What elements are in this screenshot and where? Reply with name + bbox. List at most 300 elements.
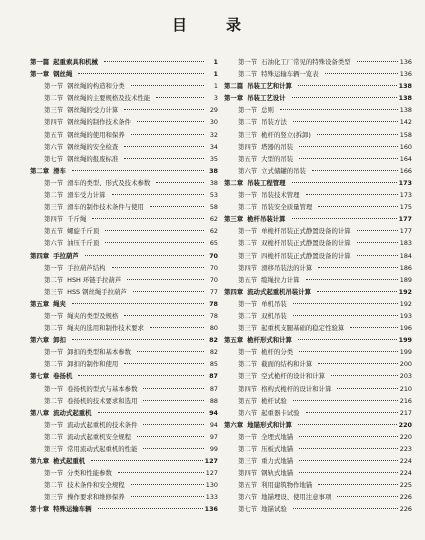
toc-entry-title — [30, 298, 70, 310]
toc-entry-chapter[interactable] — [30, 250, 218, 262]
toc-entry-section[interactable] — [224, 201, 412, 213]
toc-page-number: 1 — [213, 58, 218, 66]
toc-entry-chapter[interactable] — [224, 334, 412, 346]
toc-page-number: 87 — [209, 372, 218, 381]
toc-entry-text: 吊装方法 — [261, 118, 287, 127]
toc-entry-title — [44, 213, 90, 225]
toc-entry-section[interactable] — [30, 116, 218, 128]
toc-entry-section[interactable] — [224, 189, 412, 201]
toc-entry-text: 桅杆试验 — [261, 396, 287, 405]
toc-left-column — [30, 56, 218, 516]
toc-entry-section[interactable] — [224, 104, 412, 116]
toc-entry-text: 桅杆的分类 — [261, 348, 294, 357]
toc-page-number: 29 — [209, 106, 218, 115]
toc-entry-section[interactable] — [224, 431, 412, 443]
toc-dot-leader — [317, 134, 398, 135]
toc-page-number: 220 — [398, 420, 412, 429]
toc-entry-section[interactable] — [224, 503, 412, 515]
toc-entry-section[interactable] — [30, 129, 218, 141]
toc-entry-text: 大型的吊装 — [261, 154, 294, 163]
toc-entry-title — [30, 503, 96, 515]
toc-entry-text: 特殊运输车辆一览表 — [261, 70, 319, 79]
toc-entry-title — [30, 455, 89, 467]
toc-page-number: 65 — [209, 239, 218, 248]
toc-page-number: 183 — [399, 239, 412, 248]
toc-entry-chapter[interactable] — [224, 286, 412, 298]
toc-entry-text: 卸扣的类型和基本参数 — [67, 348, 132, 357]
toc-entry-text: 地锚形式和计算 — [247, 420, 292, 429]
toc-page-number: 38 — [209, 178, 218, 187]
toc-page-number: 32 — [209, 130, 218, 139]
toc-entry-title — [238, 201, 316, 213]
toc-entry-text: 绳夹 — [53, 299, 66, 308]
toc-entry-section[interactable] — [224, 467, 412, 479]
toc-entry-text: 起重机支腿基础的稳定性验算 — [261, 324, 345, 333]
toc-entry-section[interactable] — [30, 262, 218, 274]
toc-entry-chapter[interactable] — [224, 92, 412, 104]
toc-page-number: 192 — [398, 287, 412, 296]
toc-entry-title — [224, 80, 296, 92]
toc-entry-number: 第二章 — [30, 166, 50, 175]
toc-entry-title — [44, 467, 116, 479]
toc-entry-number: 第二节 — [238, 311, 258, 320]
toc-page-number: 223 — [399, 445, 412, 453]
toc-page-number: 173 — [399, 191, 412, 200]
toc-dot-leader — [298, 85, 397, 86]
toc-dot-leader — [306, 194, 398, 195]
toc-page-number: 30 — [209, 118, 218, 127]
toc-entry-title — [44, 201, 148, 213]
toc-entry-title — [238, 56, 355, 68]
toc-entry-title — [238, 250, 355, 262]
toc-dot-leader — [317, 291, 397, 292]
toc-page-number: 203 — [399, 372, 412, 381]
toc-page-number: 138 — [398, 82, 412, 91]
toc-entry-section[interactable] — [224, 346, 412, 358]
toc-dot-leader — [133, 291, 204, 292]
toc-entry-title — [44, 104, 122, 116]
toc-entry-section[interactable] — [224, 443, 412, 455]
toc-entry-section[interactable] — [224, 116, 412, 128]
toc-entry-number: 第一节 — [238, 227, 258, 236]
toc-dot-leader — [124, 158, 204, 159]
toc-entry-number: 第六节 — [44, 239, 64, 248]
toc-entry-number: 第一节 — [44, 178, 64, 187]
toc-entry-title — [44, 383, 141, 395]
toc-entry-section[interactable] — [30, 322, 218, 334]
toc-entry-section[interactable] — [30, 274, 218, 286]
toc-entry-section[interactable] — [30, 491, 218, 503]
toc-entry-text: 钢丝绳 — [53, 70, 73, 79]
toc-entry-section[interactable] — [224, 491, 412, 503]
toc-entry-text: 钢丝绳的安全检查 — [67, 142, 119, 151]
toc-entry-chapter[interactable] — [30, 298, 218, 310]
toc-entry-chapter[interactable] — [224, 177, 412, 189]
toc-entry-section[interactable] — [30, 467, 218, 479]
toc-entry-section[interactable] — [224, 165, 412, 177]
toc-page-number: 177 — [399, 227, 412, 236]
toc-dot-leader — [127, 279, 204, 280]
toc-entry-text: 钢丝绳的制作技术条件 — [67, 118, 132, 127]
toc-entry-text: 卷扬机的型式与基本参数 — [67, 384, 138, 393]
toc-entry-section[interactable] — [224, 237, 412, 249]
toc-dot-leader — [292, 97, 397, 98]
toc-page-number: 70 — [209, 263, 218, 272]
toc-entry-number: 第二节 — [238, 445, 258, 453]
toc-entry-text: 吊装安全质量管理 — [261, 203, 313, 212]
toc-entry-number: 第五节 — [238, 275, 258, 284]
toc-entry-number: 第三节 — [44, 106, 64, 115]
toc-entry-number: 第四章 — [224, 287, 244, 296]
toc-page-number: 136 — [399, 70, 412, 79]
toc-entry-number: 第二节 — [44, 396, 64, 405]
toc-entry-section[interactable] — [224, 153, 412, 165]
toc-page-number: 210 — [399, 384, 412, 393]
toc-entry-text: 总则 — [261, 106, 274, 115]
toc-entry-number: 第二篇 — [224, 82, 244, 91]
toc-entry-section[interactable] — [224, 383, 412, 395]
toc-page-number: 80 — [209, 324, 218, 333]
toc-entry-chapter[interactable] — [30, 68, 218, 80]
toc-entry-text: 流动式起重机安全规程 — [67, 432, 132, 441]
toc-entry-title — [238, 479, 316, 491]
toc-entry-text: 单机吊装 — [261, 299, 287, 308]
toc-entry-text: 绳夹的类型及规格 — [67, 311, 119, 320]
toc-entry-title — [238, 455, 297, 467]
toc-entry-number: 第一节 — [238, 58, 258, 66]
toc-entry-text: 塔器的吊装 — [261, 142, 294, 151]
page-title: 目 录 — [171, 16, 253, 34]
toc-entry-title — [224, 334, 296, 346]
toc-page-number: 226 — [399, 505, 412, 514]
toc-entry-text: 滑车的类型、形式及技术参数 — [67, 178, 151, 187]
toc-entry-section[interactable] — [224, 141, 412, 153]
toc-dot-leader — [105, 242, 204, 243]
toc-page-number: 175 — [399, 203, 412, 212]
toc-page-number: 225 — [399, 481, 412, 490]
toc-entry-text: 双桅杆吊装正式静置设备的计算 — [261, 239, 351, 248]
toc-entry-part[interactable] — [224, 80, 412, 92]
toc-entry-number: 第一节 — [238, 348, 258, 357]
toc-entry-number: 第三节 — [238, 251, 258, 260]
toc-entry-text: 手拉葫芦结构 — [67, 263, 106, 272]
toc-entry-title — [44, 237, 103, 249]
toc-page-number: 94 — [209, 420, 218, 429]
toc-entry-title — [44, 153, 122, 165]
toc-entry-section[interactable] — [224, 370, 412, 382]
toc-entry-number: 第二节 — [238, 239, 258, 248]
toc-entry-section[interactable] — [30, 479, 218, 491]
toc-dot-leader — [306, 412, 398, 413]
toc-page-number: 216 — [399, 396, 412, 405]
toc-page-number: 166 — [399, 166, 412, 175]
toc-dot-leader — [293, 303, 398, 304]
toc-page-number: 82 — [209, 336, 218, 345]
toc-page-number: 87 — [209, 384, 218, 393]
toc-entry-number: 第一节 — [44, 420, 64, 429]
toc-entry-title — [44, 177, 154, 189]
toc-entry-number: 第二节 — [238, 203, 258, 212]
toc-dot-leader — [293, 400, 398, 401]
toc-entry-text: 单桅杆吊装正式静置设备的计算 — [261, 227, 351, 236]
toc-dot-leader — [143, 388, 204, 389]
toc-entry-section[interactable] — [224, 322, 412, 334]
toc-entry-chapter[interactable] — [224, 419, 412, 431]
toc-entry-section[interactable] — [30, 104, 218, 116]
toc-entry-number: 第四节 — [238, 263, 258, 272]
toc-entry-text: 特殊运输车辆 — [53, 505, 92, 514]
toc-entry-number: 第一节 — [44, 263, 64, 272]
toc-entry-chapter[interactable] — [30, 165, 218, 177]
toc-entry-section[interactable] — [224, 479, 412, 491]
toc-entry-number: 第三节 — [238, 457, 258, 466]
toc-entry-section[interactable] — [30, 92, 218, 104]
toc-entry-number: 第五章 — [224, 336, 244, 345]
toc-entry-number: 第三节 — [44, 445, 64, 453]
toc-page-number: 34 — [209, 142, 218, 151]
toc-dot-leader — [312, 170, 398, 171]
toc-entry-number: 第三节 — [44, 493, 64, 502]
toc-dot-leader — [137, 121, 204, 122]
toc-entry-section[interactable] — [30, 177, 218, 189]
toc-entry-number: 第二节 — [238, 70, 258, 79]
toc-page-number: 160 — [399, 142, 412, 151]
toc-dot-leader — [337, 496, 397, 497]
toc-entry-section[interactable] — [224, 298, 412, 310]
toc-entry-chapter[interactable] — [30, 334, 218, 346]
toc-entry-text: 桅式起重机 — [53, 457, 86, 466]
toc-entry-number: 第二节 — [44, 360, 64, 369]
toc-entry-text: 卸扣的制作和使用 — [67, 360, 119, 369]
toc-entry-text: HSH 环链手拉葫芦 — [67, 275, 122, 284]
toc-entry-text: 钢丝绳的主要规格及技术性能 — [67, 94, 151, 103]
toc-entry-section[interactable] — [224, 56, 412, 68]
toc-entry-section[interactable] — [30, 153, 218, 165]
toc-dot-leader — [72, 170, 204, 171]
toc-entry-title — [238, 298, 291, 310]
toc-entry-number: 第三节 — [44, 287, 64, 296]
toc-entry-chapter[interactable] — [30, 503, 218, 515]
toc-dot-leader — [318, 484, 398, 485]
toc-dot-leader — [150, 206, 204, 207]
toc-page-number: 196 — [399, 324, 412, 333]
toc-entry-title — [238, 116, 291, 128]
toc-entry-number: 第六节 — [238, 166, 258, 175]
toc-entry-section[interactable] — [30, 141, 218, 153]
toc-entry-text: 地锚埋设、使用注意事项 — [261, 493, 332, 502]
toc-page-number: 192 — [399, 299, 412, 308]
toc-entry-part[interactable] — [30, 56, 218, 68]
toc-dot-leader — [318, 206, 398, 207]
toc-dot-leader — [156, 182, 204, 183]
toc-entry-text: 卸扣 — [53, 336, 66, 345]
toc-entry-text: 钢丝绳的报废标准 — [67, 154, 119, 163]
toc-entry-text: 桅杆的竖立(拆卸) — [261, 130, 311, 139]
toc-page-number: 224 — [399, 469, 412, 478]
toc-page-number: 177 — [398, 215, 412, 224]
toc-entry-text: 钢丝绳的构造和分类 — [67, 82, 125, 91]
toc-entry-section[interactable] — [30, 201, 218, 213]
toc-entry-number: 第三节 — [44, 203, 64, 212]
toc-page-number: 85 — [209, 360, 218, 369]
toc-page-number: 78 — [209, 311, 218, 320]
toc-entry-chapter[interactable] — [30, 455, 218, 467]
toc-entry-number: 第三节 — [238, 324, 258, 333]
toc-page-number: 199 — [399, 348, 412, 357]
toc-page-number: 136 — [399, 58, 412, 66]
toc-entry-chapter[interactable] — [224, 213, 412, 225]
toc-entry-number: 第二节 — [44, 324, 64, 333]
toc-page-number: 1 — [213, 70, 218, 79]
toc-entry-section[interactable] — [30, 225, 218, 237]
toc-entry-section[interactable] — [30, 286, 218, 298]
toc-entry-section[interactable] — [30, 383, 218, 395]
toc-entry-number: 第一节 — [238, 106, 258, 115]
toc-dot-leader — [299, 472, 398, 473]
toc-dot-leader — [112, 194, 204, 195]
toc-entry-number: 第十章 — [30, 505, 50, 514]
toc-entry-section[interactable] — [30, 80, 218, 92]
toc-dot-leader — [143, 448, 204, 449]
toc-entry-number: 第二节 — [238, 360, 258, 369]
toc-page-number: 138 — [399, 106, 412, 115]
toc-entry-text: 双机吊装 — [261, 311, 287, 320]
toc-entry-number: 第五节 — [44, 227, 64, 236]
toc-dot-leader — [299, 460, 398, 461]
toc-entry-title — [44, 189, 110, 201]
toc-page-number: 94 — [209, 408, 218, 417]
toc-entry-text: 全埋式地锚 — [261, 432, 294, 441]
toc-entry-section[interactable] — [30, 358, 218, 370]
toc-page-number: 58 — [209, 203, 218, 212]
toc-page-number: 199 — [398, 336, 412, 345]
toc-page-number: 70 — [209, 275, 218, 284]
toc-entry-section[interactable] — [224, 310, 412, 322]
toc-entry-number: 第二章 — [224, 178, 244, 187]
toc-entry-text: 格构式桅杆的设计和计算 — [261, 384, 332, 393]
toc-entry-title — [238, 141, 297, 153]
toc-entry-title — [44, 346, 135, 358]
toc-entry-section[interactable] — [224, 129, 412, 141]
toc-entry-chapter[interactable] — [30, 370, 218, 382]
toc-entry-section[interactable] — [30, 419, 218, 431]
toc-dot-leader — [293, 315, 398, 316]
toc-dot-leader — [131, 134, 204, 135]
toc-dot-leader — [337, 388, 397, 389]
toc-entry-text: 流动式起重机吊装计算 — [247, 287, 312, 296]
toc-entry-number: 第一节 — [44, 348, 64, 357]
toc-entry-text: 起重器卡试验 — [261, 408, 300, 417]
toc-dot-leader — [293, 508, 398, 509]
toc-dot-leader — [350, 327, 398, 328]
toc-entry-text: 空式桅杆的设计和计算 — [261, 372, 326, 381]
toc-entry-number: 第三节 — [238, 130, 258, 139]
toc-entry-section[interactable] — [30, 431, 218, 443]
toc-dot-leader — [98, 508, 203, 509]
toc-entry-section[interactable] — [224, 225, 412, 237]
toc-entry-number: 第一节 — [44, 311, 64, 320]
toc-entry-title — [30, 68, 76, 80]
toc-entry-section[interactable] — [224, 68, 412, 80]
toc-entry-section[interactable] — [224, 250, 412, 262]
toc-entry-text: 吊装技术管理 — [261, 191, 300, 200]
toc-entry-title — [224, 419, 296, 431]
toc-entry-section[interactable] — [30, 189, 218, 201]
toc-dot-leader — [85, 255, 204, 256]
toc-entry-text: 绳夹的选用和制作技术要求 — [67, 324, 144, 333]
toc-entry-number: 第一节 — [44, 82, 64, 91]
toc-entry-section[interactable] — [224, 262, 412, 274]
toc-entry-number: 第一节 — [44, 384, 64, 393]
toc-page-number: 127 — [205, 469, 218, 478]
toc-entry-number: 第二节 — [44, 94, 64, 103]
toc-entry-text: 截面的结构和计算 — [261, 360, 313, 369]
toc-entry-text: 起重索具和机械 — [53, 58, 98, 66]
toc-entry-title — [238, 310, 291, 322]
toc-entry-section[interactable] — [224, 358, 412, 370]
toc-entry-section[interactable] — [30, 213, 218, 225]
toc-entry-number: 第二节 — [44, 275, 64, 284]
toc-entry-title — [44, 92, 154, 104]
toc-entry-number: 第一章 — [30, 70, 50, 79]
toc-entry-number: 第三节 — [238, 372, 258, 381]
toc-page-number: 3 — [213, 94, 218, 103]
toc-entry-title — [44, 129, 129, 141]
toc-entry-title — [30, 56, 102, 68]
toc-page-number: 164 — [399, 154, 412, 163]
toc-entry-title — [44, 310, 122, 322]
toc-entry-text: HSS 钢丝绳手拉葫芦 — [67, 287, 127, 296]
toc-entry-title — [238, 443, 297, 455]
toc-entry-text: 压板式地锚 — [261, 445, 294, 453]
toc-entry-title — [238, 153, 297, 165]
toc-entry-title — [224, 213, 290, 225]
toc-entry-chapter[interactable] — [30, 407, 218, 419]
toc-entry-title — [238, 370, 329, 382]
toc-dot-leader — [331, 375, 398, 376]
toc-entry-title — [44, 358, 122, 370]
toc-entry-text: 吊装工程管理 — [247, 178, 286, 187]
toc-dot-leader — [92, 218, 204, 219]
toc-entry-section[interactable] — [224, 274, 412, 286]
toc-entry-section[interactable] — [30, 395, 218, 407]
toc-entry-text: 石油化工厂常见的特殊设备类型 — [261, 58, 351, 66]
toc-entry-section[interactable] — [30, 237, 218, 249]
toc-entry-title — [238, 68, 323, 80]
toc-page-number: 62 — [209, 215, 218, 224]
toc-entry-title — [44, 491, 129, 503]
toc-page-number: 1 — [213, 82, 218, 91]
toc-entry-title — [44, 225, 103, 237]
toc-entry-section[interactable] — [224, 407, 412, 419]
toc-page-number: 127 — [204, 457, 218, 466]
toc-entry-title — [238, 129, 315, 141]
toc-entry-title — [30, 370, 76, 382]
toc-dot-leader — [78, 375, 204, 376]
toc-entry-section[interactable] — [30, 346, 218, 358]
toc-entry-number: 第八章 — [30, 408, 50, 417]
toc-entry-title — [44, 479, 129, 491]
toc-entry-number: 第一章 — [224, 94, 244, 103]
toc-dot-leader — [112, 267, 204, 268]
toc-entry-section[interactable] — [224, 395, 412, 407]
toc-entry-title — [224, 286, 315, 298]
toc-entry-section[interactable] — [30, 443, 218, 455]
toc-entry-title — [238, 322, 348, 334]
toc-entry-number: 第四章 — [30, 251, 50, 260]
toc-entry-section[interactable] — [224, 455, 412, 467]
toc-entry-section[interactable] — [30, 310, 218, 322]
